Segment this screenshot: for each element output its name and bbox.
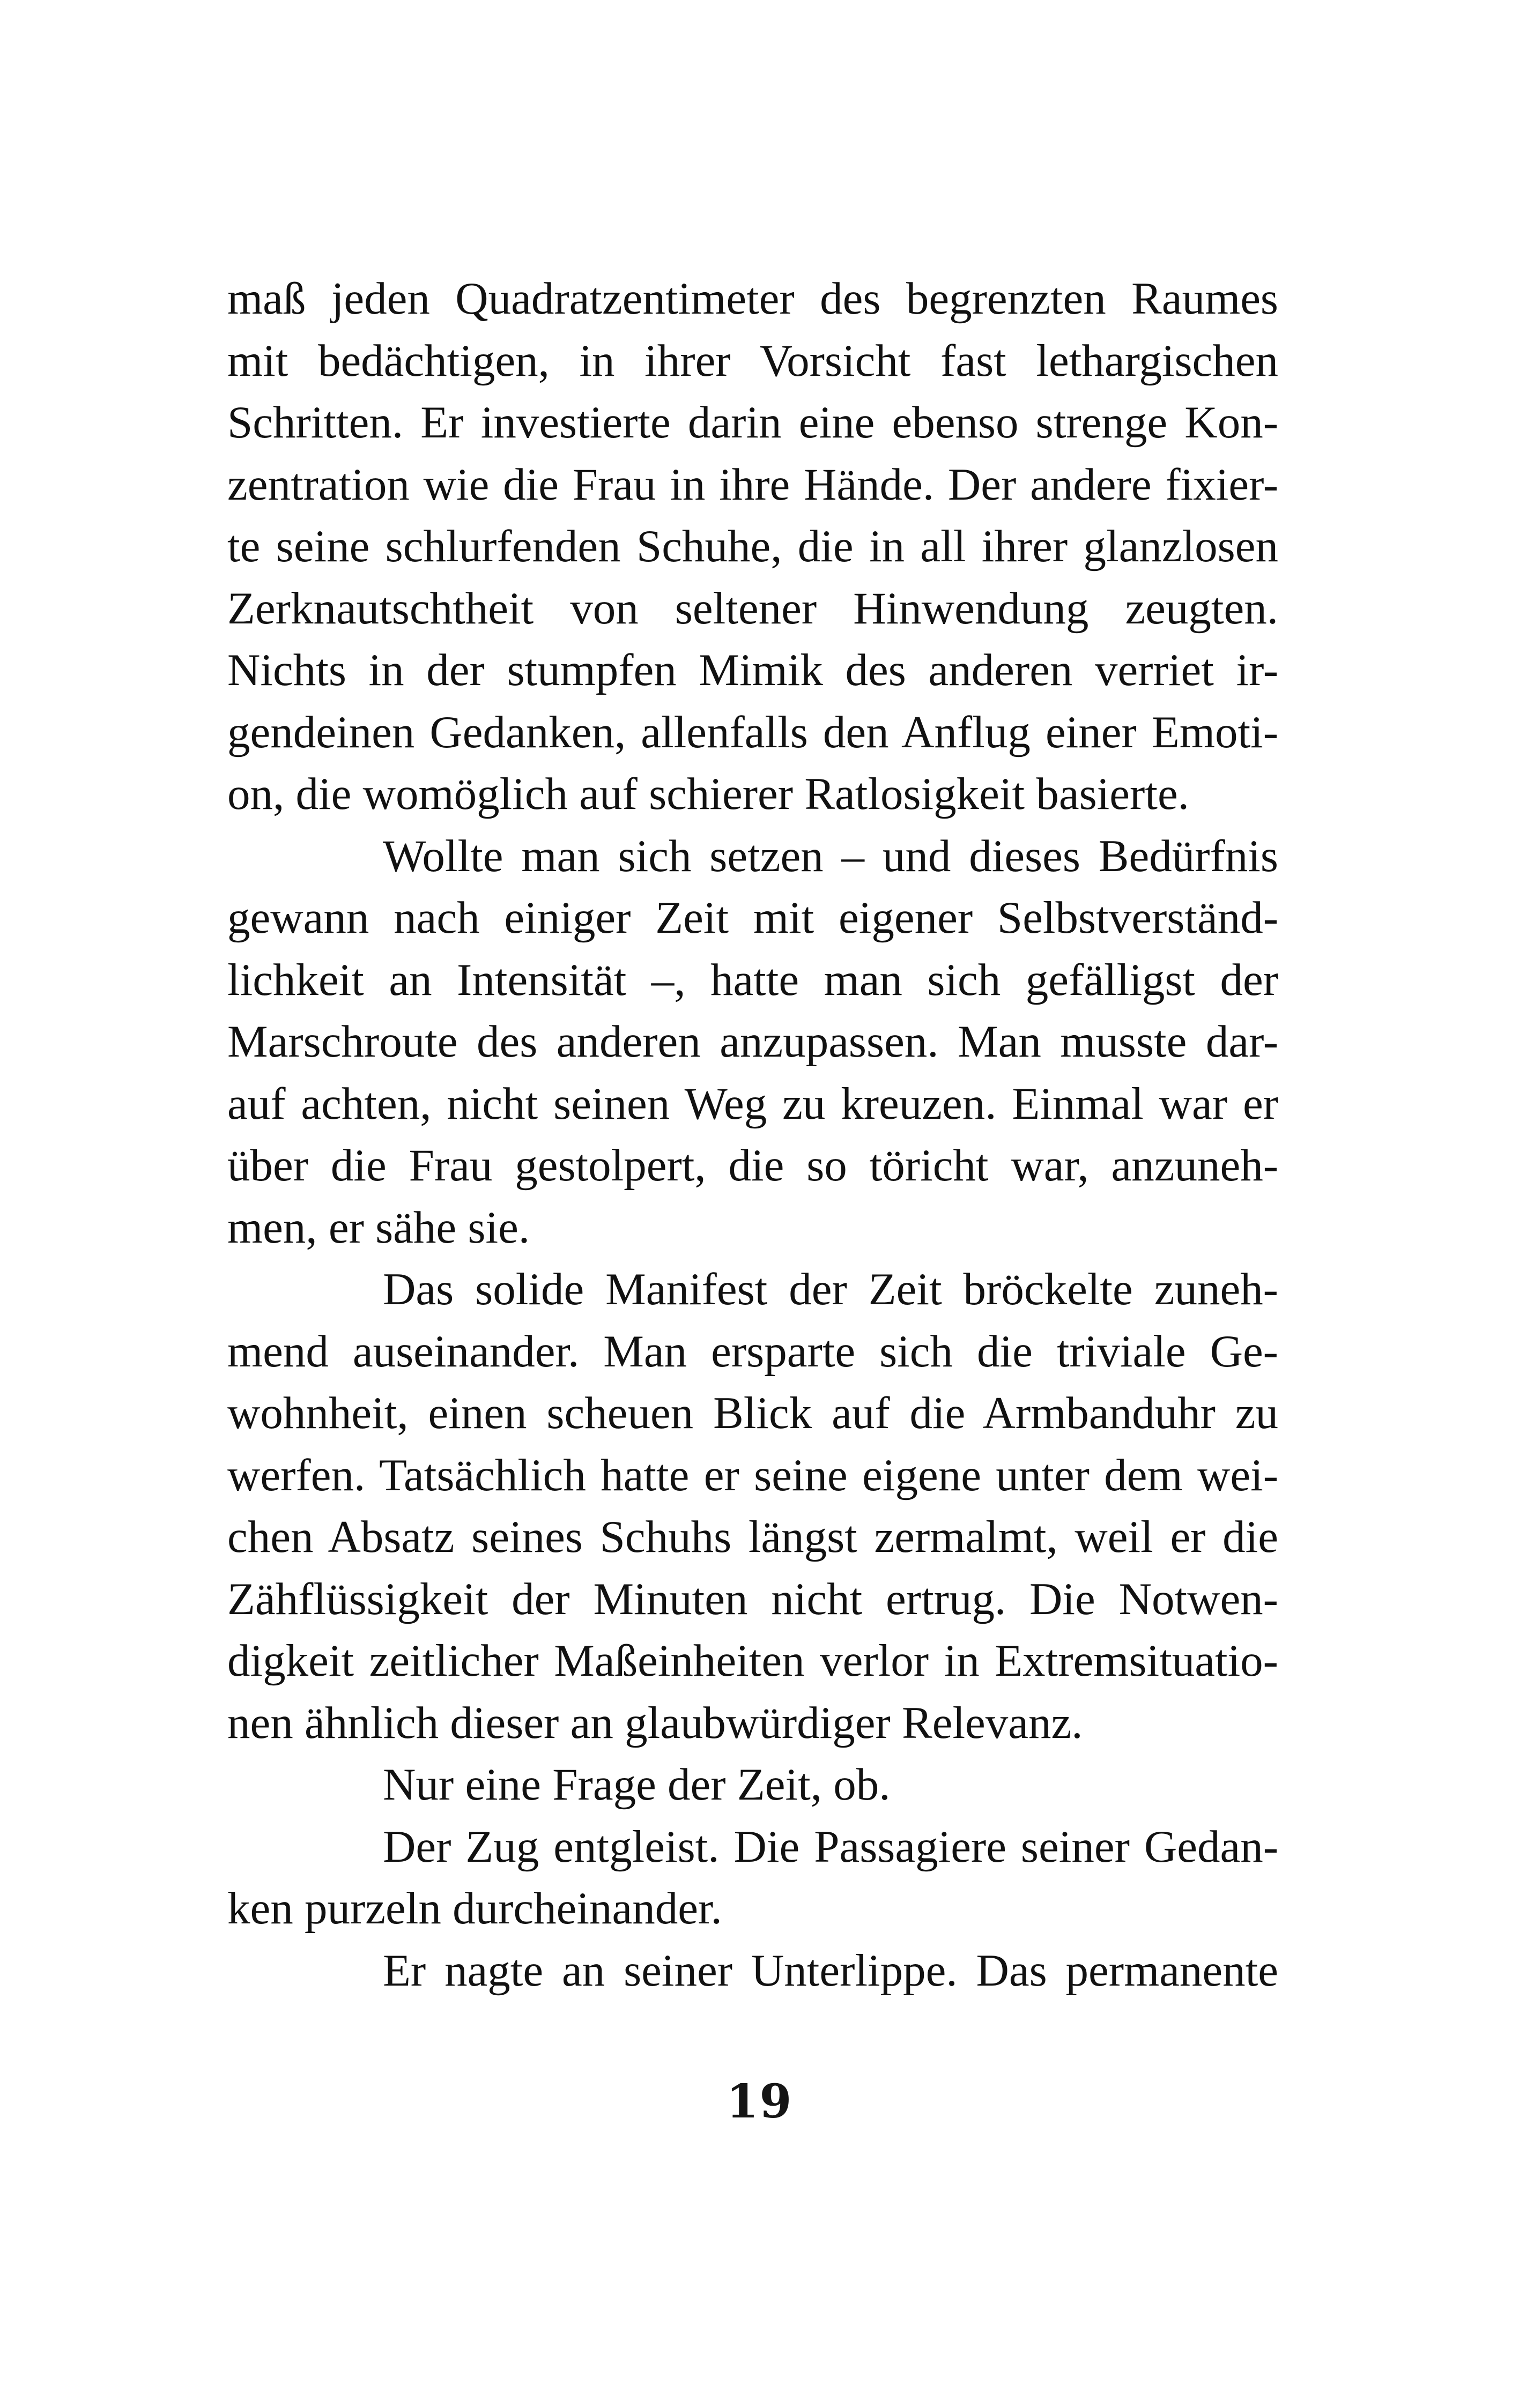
text-line: Marschroute des anderen anzupassen. Man musste dar- xyxy=(227,1016,1278,1067)
paragraph-end-line: men, er sähe sie. xyxy=(227,1202,530,1253)
text-line: gendeinen Gedanken, allenfalls den Anflug einer Emoti- xyxy=(227,707,1278,757)
text-line: Zerknautschtheit von seltener Hinwendung zeugten. xyxy=(227,583,1278,634)
text-line: maß jeden Quadratzentimeter des begrenzten Raumes xyxy=(227,273,1278,324)
paragraph-end-line: ken purzeln durcheinander. xyxy=(227,1883,722,1934)
page-number: 19 xyxy=(726,2075,793,2129)
text-line: Zähflüssigkeit der Minuten nicht ertrug. Die Notwen- xyxy=(227,1573,1278,1624)
paragraph-end-line: on, die womöglich auf schierer Ratlosigkeit basierte. xyxy=(227,769,1189,819)
paragraph-end-line: nen ähnlich dieser an glaubwürdiger Relevanz. xyxy=(227,1697,1083,1748)
text-line: werfen. Tatsächlich hatte er seine eigene unter dem wei- xyxy=(227,1450,1278,1500)
text-line: zentration wie die Frau in ihre Hände. Der andere fixier- xyxy=(227,459,1278,510)
paragraph-start-line: Wollte man sich setzen – und dieses Bedürfnis xyxy=(383,830,1278,881)
text-line: über die Frau gestolpert, die so töricht war, anzuneh- xyxy=(227,1140,1278,1191)
text-line: mit bedächtigen, in ihrer Vorsicht fast lethargischen xyxy=(227,335,1278,386)
paragraph-start-line: Das solide Manifest der Zeit bröckelte zuneh- xyxy=(383,1264,1278,1314)
text-line: gewann nach einiger Zeit mit eigener Selbstverständ- xyxy=(227,893,1278,943)
text-line: Schritten. Er investierte darin eine ebenso strenge Kon- xyxy=(227,397,1278,448)
paragraph-start-line: Der Zug entgleist. Die Passagiere seiner Gedan- xyxy=(383,1821,1278,1872)
text-line: chen Absatz seines Schuhs längst zermalmt, weil er die xyxy=(227,1512,1278,1562)
text-line: digkeit zeitlicher Maßeinheiten verlor in Extremsituatio- xyxy=(227,1636,1278,1686)
text-line: Nichts in der stumpfen Mimik des anderen verriet ir- xyxy=(227,645,1278,695)
paragraph-line: Nur eine Frage der Zeit, ob. xyxy=(383,1759,891,1810)
body-text xyxy=(227,268,1278,2002)
text-line: lichkeit an Intensität –, hatte man sich gefälligst der xyxy=(227,954,1278,1005)
text-line: mend auseinander. Man ersparte sich die triviale Ge- xyxy=(227,1326,1278,1377)
text-line: wohnheit, einen scheuen Blick auf die Armbanduhr zu xyxy=(227,1388,1278,1438)
text-line: auf achten, nicht seinen Weg zu kreuzen. Einmal war er xyxy=(227,1078,1278,1129)
paragraph-start-line: Er nagte an seiner Unterlippe. Das permanente xyxy=(383,1945,1278,1996)
text-line: te seine schlurfenden Schuhe, die in all ihrer glanzlosen xyxy=(227,521,1278,571)
